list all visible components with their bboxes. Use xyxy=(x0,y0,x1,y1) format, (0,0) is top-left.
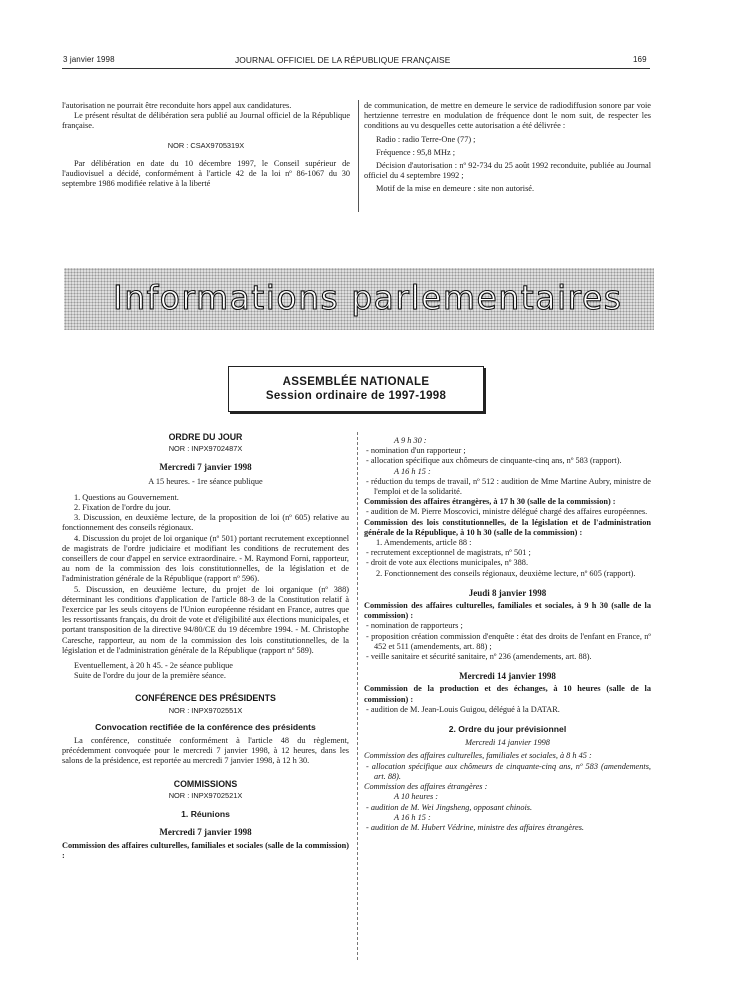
paragraph: Motif de la mise en demeure : site non autorisé. xyxy=(376,184,535,194)
list-item: - réduction du temps de travail, nº 512 : audition de Mme Martine Aubry, ministre de l'emploi et de la solidarité. xyxy=(366,476,651,497)
list-item: - recrutement exceptionnel de magistrats, nº 501 ; xyxy=(366,548,531,558)
date-heading: Mercredi 7 janvier 1998 xyxy=(159,462,252,473)
nor-reference: NOR : CSAX9705319X xyxy=(167,140,245,150)
list-item: - allocation spécifique aux chômeurs de cinquante-cinq ans, nº 583 (rapport). xyxy=(366,456,622,466)
assembly-title: ASSEMBLÉE NATIONALE xyxy=(282,376,430,388)
date-heading: Jeudi 8 janvier 1998 xyxy=(468,587,547,598)
commission-heading: Commission des affaires culturelles, familiales et sociales, à 9 h 30 (salle de la commission) : xyxy=(364,601,651,621)
column-divider xyxy=(358,100,359,212)
banner-title: Informations parlementaires xyxy=(113,278,623,317)
agenda-item: 2. Fixation de l'ordre du jour. xyxy=(74,503,171,513)
top-left-column xyxy=(62,101,350,189)
paragraph: l'autorisation ne pourrait être reconduite hors appel aux candidatures. xyxy=(62,101,292,110)
nor-reference: NOR : INPX9702551X xyxy=(168,705,243,715)
paragraph: de communication, de mettre en demeure le service de radiodiffusion sonore par voie hertzienne terrestre en modulation de fréquence dont le nom suit, de respecter les conditions au vu desquelles cette autorisation a été délivrée : xyxy=(364,101,651,131)
list-item: - veille sanitaire et sécurité sanitaire, nº 236 (amendements, art. 88). xyxy=(366,652,592,662)
list-item: - audition de M. Pierre Moscovici, ministre délégué chargé des affaires européennes. xyxy=(366,507,648,517)
agenda-item: 5. Discussion, en deuxième lecture, du projet de loi organique (nº 388) déterminant les conditions d'application de l'article 88-3 de la Constitution relatif à l'exercice par les seuls citoyens de l'Union européenne résidant en France, autres que les ressortissants français, du droit de vote et d'éligibilité aux élections municipales, et portant transposition de la directive 94/80/CE du 19 décembre 1994. - M. Christophe Caresche, rapporteur, au nom de la commission des lois constitutionnelles, de la législation et de l'administration générale de la République (rapport nº 589). xyxy=(62,584,349,655)
commission-heading: Commission de la production et des échanges, à 10 heures (salle de la commission) : xyxy=(364,684,651,704)
section-heading: ORDRE DU JOUR xyxy=(168,432,243,442)
list-item: - audition de M. Hubert Védrine, ministre des affaires étrangères. xyxy=(366,822,584,832)
agenda-item: 1. Questions au Gouvernement. xyxy=(74,492,179,502)
list-item: - nomination de rapporteurs ; xyxy=(366,621,463,631)
top-right-column xyxy=(364,101,651,195)
paragraph: Par délibération en date du 10 décembre 1997, le Conseil supérieur de l'audiovisuel a décidé, conformément à l'article 42 de la loi nº 86-1067 du 30 septembre 1986 modifiée relative à la liberté xyxy=(62,158,350,189)
list-item: - nomination d'un rapporteur ; xyxy=(366,446,466,456)
section-heading: COMMISSIONS xyxy=(173,778,238,789)
subsection-heading: 2. Ordre du jour prévisionnel xyxy=(448,724,567,735)
left-main-column xyxy=(62,432,349,861)
commission-heading: Commission des affaires étrangères, à 17 h 30 (salle de la commission) : xyxy=(364,497,616,507)
agenda-item: 4. Discussion du projet de loi organique (nº 501) portant recrutement exceptionnel de magistrats de l'ordre judiciaire et modifiant les conditions de recrutement des conseillers de cour d'appel en service extraordinaire. - M. Raymond Forni, rapporteur, au nom de la commission des lois constitutionnelles, de la législation et de l'administration générale de la République (rapport nº 596). xyxy=(62,533,349,584)
subsection-heading: Convocation rectifiée de la conférence des présidents xyxy=(95,721,316,732)
header-rule xyxy=(62,68,650,69)
list-item: - audition de M. Jean-Louis Guigou, délégué à la DATAR. xyxy=(366,704,560,714)
paragraph: Suite de l'ordre du jour de la première séance. xyxy=(74,671,226,681)
commission-heading: Commission des affaires culturelles, familiales et sociales, à 8 h 45 : xyxy=(364,751,592,761)
paragraph: La conférence, constituée conformément à l'article 48 du règlement, précédemment convoquée pour le mercredi 7 janvier 1998, à 12 heures, dans les salons de la présidence, est reportée au mercredi 7 janvier 1998, à 12 h 30. xyxy=(62,736,349,766)
header-date: 3 janvier 1998 xyxy=(63,55,115,64)
commission-heading: Commission des affaires étrangères : xyxy=(364,782,488,792)
date-heading: Mercredi 7 janvier 1998 xyxy=(159,827,252,838)
assembly-box xyxy=(228,366,484,412)
nor-reference: NOR : INPX9702521X xyxy=(168,790,243,800)
column-divider xyxy=(357,432,358,960)
date-heading: Mercredi 14 janvier 1998 xyxy=(459,671,556,682)
list-item: 2. Fonctionnement des conseils régionaux, deuxième lecture, nº 605 (rapport). xyxy=(376,568,636,578)
list-item: - audition de M. Wei Jingsheng, opposant chinois. xyxy=(366,802,533,812)
commission-heading: Commission des lois constitutionnelles, de la législation et de l'administration générale de la République, à 10 h 30 (salle de la commission) : xyxy=(364,517,651,537)
seance-line: A 15 heures. - 1re séance publique xyxy=(148,476,263,486)
paragraph: Décision d'autorisation : nº 92-734 du 25 août 1992 reconduite, publiée au Journal officiel du 4 septembre 1992 ; xyxy=(364,161,651,181)
time-line: A 10 heures : xyxy=(394,792,439,802)
list-item: 1. Amendements, article 88 : xyxy=(376,538,472,548)
time-line: A 9 h 30 : xyxy=(394,436,427,445)
time-line: A 16 h 15 : xyxy=(394,812,431,822)
agenda-item: 3. Discussion, en deuxième lecture, de la proposition de loi (nº 605) relative au fonctionnement des conseils régionaux. xyxy=(62,513,349,533)
header-page-number: 169 xyxy=(633,55,647,64)
paragraph: Le présent résultat de délibération sera publié au Journal officiel de la République française. xyxy=(62,111,350,131)
list-item: - droit de vote aux élections municipales, nº 388. xyxy=(366,558,529,568)
nor-reference: NOR : INPX9702487X xyxy=(168,444,243,454)
paragraph: Fréquence : 95,8 MHz ; xyxy=(376,147,456,157)
subsection-heading: 1. Réunions xyxy=(181,809,230,820)
paragraph: Radio : radio Terre-One (77) ; xyxy=(376,134,476,144)
section-heading: CONFÉRENCE DES PRÉSIDENTS xyxy=(135,693,276,704)
right-main-column xyxy=(364,436,651,833)
seance-line: Eventuellement, à 20 h 45. - 2e séance publique xyxy=(74,661,233,671)
session-title: Session ordinaire de 1997-1998 xyxy=(265,390,447,402)
list-item: - allocation spécifique aux chômeurs de cinquante-cinq ans, nº 583 (amendements, art. 88). xyxy=(366,761,651,781)
commission-heading: Commission des affaires culturelles, familiales et sociales (salle de la commission) : xyxy=(62,840,349,860)
list-item: - proposition création commission d'enquête : état des droits de l'enfant en France, nº 452 et 511 (amendements, art. 88) ; xyxy=(366,631,651,651)
time-line: A 16 h 15 : xyxy=(394,466,431,476)
date-heading: Mercredi 14 janvier 1998 xyxy=(465,738,550,748)
header-journal: JOURNAL OFFICIEL DE LA RÉPUBLIQUE FRANÇAISE xyxy=(235,55,451,65)
